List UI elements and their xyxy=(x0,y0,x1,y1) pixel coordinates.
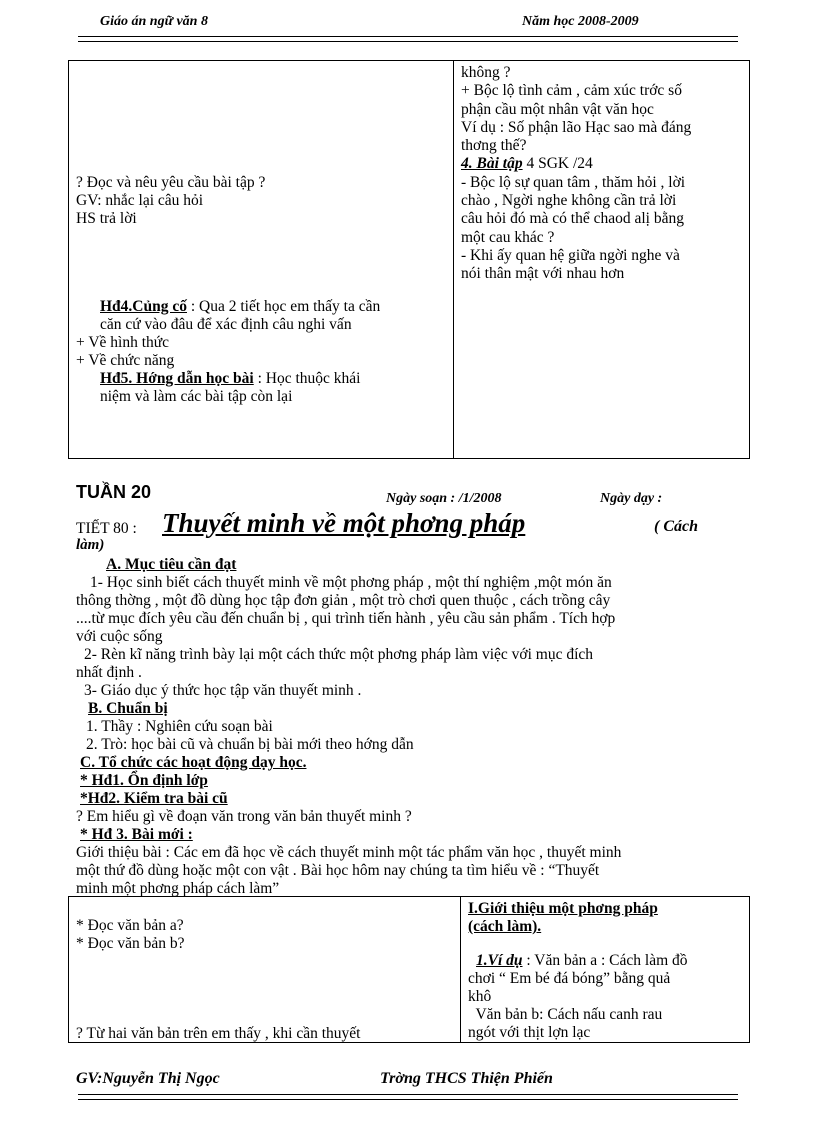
prep-teacher: 1. Thầy : Nghiên cứu soạn bài xyxy=(86,718,273,735)
lesson-body xyxy=(76,556,746,898)
objective-1-line-4: với cuộc sống xyxy=(76,628,163,645)
hd5-text: : Học thuộc khái xyxy=(253,370,361,387)
read-text-b: * Đọc văn bản b? xyxy=(76,935,185,952)
hd5-label: Hđ5. Hớng dẫn học bài xyxy=(100,370,254,387)
table-1-left-cell xyxy=(76,174,446,228)
objective-1-line-1: 1- Học sinh biết cách thuyết minh về một phơng pháp , một thí nghiệm ,một món ăn xyxy=(90,574,612,591)
bullet-function: + Về chức năng xyxy=(76,352,175,369)
objective-2-line-1: 2- Rèn kĩ năng trình bày lại một cách thức một phơng pháp làm việc với mục đích xyxy=(84,646,594,663)
objective-3: 3- Giáo dục ý thức học tập văn thuyết minh . xyxy=(84,682,362,699)
right-line-3: phận cầu một nhân vật văn học xyxy=(461,100,654,118)
right-line-9: một cau khác ? xyxy=(461,228,555,246)
read-text-a: * Đọc văn bản a? xyxy=(76,917,184,934)
example-line-2: chơi “ Em bé đá bóng” bằng quả xyxy=(468,970,671,987)
right-line-8: câu hỏi đó mà có thể chaod alị bằng xyxy=(461,210,684,228)
table-1-divider xyxy=(453,60,454,458)
gv-repeat-question: GV: nhắc lại câu hỏi xyxy=(76,192,204,209)
exercise-4-text: 4 SGK /24 xyxy=(522,155,593,173)
table-2-right-cell xyxy=(468,900,744,1042)
lesson-title-suffix: ( Cách xyxy=(654,518,698,535)
footer-rule xyxy=(78,1094,738,1100)
header-rule xyxy=(78,36,738,42)
section-a-heading: A. Mục tiêu cần đạt xyxy=(106,556,237,573)
section-c-heading: C. Tổ chức các hoạt động dạy học. xyxy=(80,754,307,771)
bullet-form: + Về hình thức xyxy=(76,334,170,351)
teach-date: Ngày dạy : xyxy=(600,491,663,506)
right-line-10: - Khi ấy quan hệ giữa ngời nghe và xyxy=(461,246,680,264)
example-line-5: ngót với thịt lợn lạc xyxy=(468,1024,591,1041)
footer-teacher: GV:Nguyễn Thị Ngọc xyxy=(76,1070,220,1087)
example-line-3: khô xyxy=(468,988,492,1005)
section-i-heading-2: (cách làm). xyxy=(468,918,542,935)
exercise-4-label: 4. Bài tập xyxy=(461,155,523,173)
lesson-title: Thuyết minh về một phơng pháp xyxy=(162,508,526,538)
week-label: TUẦN 20 xyxy=(76,482,152,502)
prep-date: Ngày soạn : /1/2008 xyxy=(386,491,502,506)
example-label: 1.Ví dụ xyxy=(476,952,523,969)
right-line-11: nói thân mật với nhau hơn xyxy=(461,265,625,283)
lesson-title-suffix-2: làm) xyxy=(76,537,105,553)
hd5-text-2: niệm và làm các bài tập còn lại xyxy=(100,388,293,405)
read-exercise-question: ? Đọc và nêu yêu cầu bài tập ? xyxy=(76,174,266,191)
activity-2: *Hđ2. Kiểm tra bài cũ xyxy=(80,790,228,807)
example-text: : Văn bản a : Cách làm đồ xyxy=(522,952,688,969)
table-2-divider xyxy=(460,896,461,1042)
objective-1-line-2: thông thờng , một đồ dùng học tập đơn giản , một trò chơi quen thuộc , cách trồng cây xyxy=(76,592,611,609)
hs-answer: HS trả lời xyxy=(76,210,137,227)
table-2-left-question: ? Từ hai văn bản trên em thấy , khi cần thuyết xyxy=(76,1025,361,1042)
right-line-2: + Bộc lộ tình cảm , cảm xúc trớc số xyxy=(461,82,682,100)
prep-student: 2. Trò: học bài cũ và chuẩn bị bài mới theo hớng dẫn xyxy=(86,736,414,753)
table-2-left-cell xyxy=(76,917,456,953)
table-1-left-activities xyxy=(76,298,451,406)
activity-1: * Hđ1. Ổn định lớp xyxy=(80,772,208,789)
lesson-number: TIẾT 80 : xyxy=(76,520,137,537)
right-line-4: Ví dụ : Số phận lão Hạc sao mà đáng xyxy=(461,118,692,136)
header-left: Giáo án ngữ văn 8 xyxy=(100,14,208,29)
right-line-6: - Bộc lộ sự quan tâm , thăm hỏi , lời xyxy=(461,173,686,191)
objective-1-line-3: ....từ mục đích yêu cầu đến chuẩn bị , qui trình tiến hành , yêu cầu sản phẩm . Tích hợp xyxy=(76,610,616,627)
header-right: Năm học 2008-2009 xyxy=(522,14,639,29)
activity-3: * Hđ 3. Bài mới : xyxy=(80,826,193,843)
right-line-7: chào , Ngời nghe không cần trả lời xyxy=(461,192,677,210)
hd4-text: : Qua 2 tiết học em thấy ta cần xyxy=(187,298,381,315)
section-i-heading: I.Giới thiệu một phơng pháp xyxy=(468,900,658,917)
intro-line-1: Giới thiệu bài : Các em đã học về cách thuyết minh một tác phẩm văn học , thuyết minh xyxy=(76,844,622,861)
objective-2-line-2: nhất định . xyxy=(76,664,142,681)
right-line-5: thơng thế? xyxy=(461,137,527,155)
hd4-text-2: căn cứ vào đâu để xác định câu nghi vấn xyxy=(100,316,352,333)
activity-2-question: ? Em hiểu gì về đoạn văn trong văn bản thuyết minh ? xyxy=(76,808,412,825)
hd4-label: Hđ4.Củng cố xyxy=(100,298,187,315)
section-b-heading: B. Chuẩn bị xyxy=(88,700,168,717)
table-1-right-cell xyxy=(461,64,743,284)
intro-line-2: một thứ đồ dùng hoặc một con vật . Bài học hôm nay chúng ta tìm hiểu về : “Thuyết xyxy=(76,862,600,879)
example-line-4: Văn bản b: Cách nấu canh rau xyxy=(468,1006,663,1023)
intro-line-3: minh một phơng pháp cách làm” xyxy=(76,880,280,897)
footer-school: Trờng THCS Thiện Phiến xyxy=(380,1070,553,1087)
right-line-1: không ? xyxy=(461,64,511,81)
